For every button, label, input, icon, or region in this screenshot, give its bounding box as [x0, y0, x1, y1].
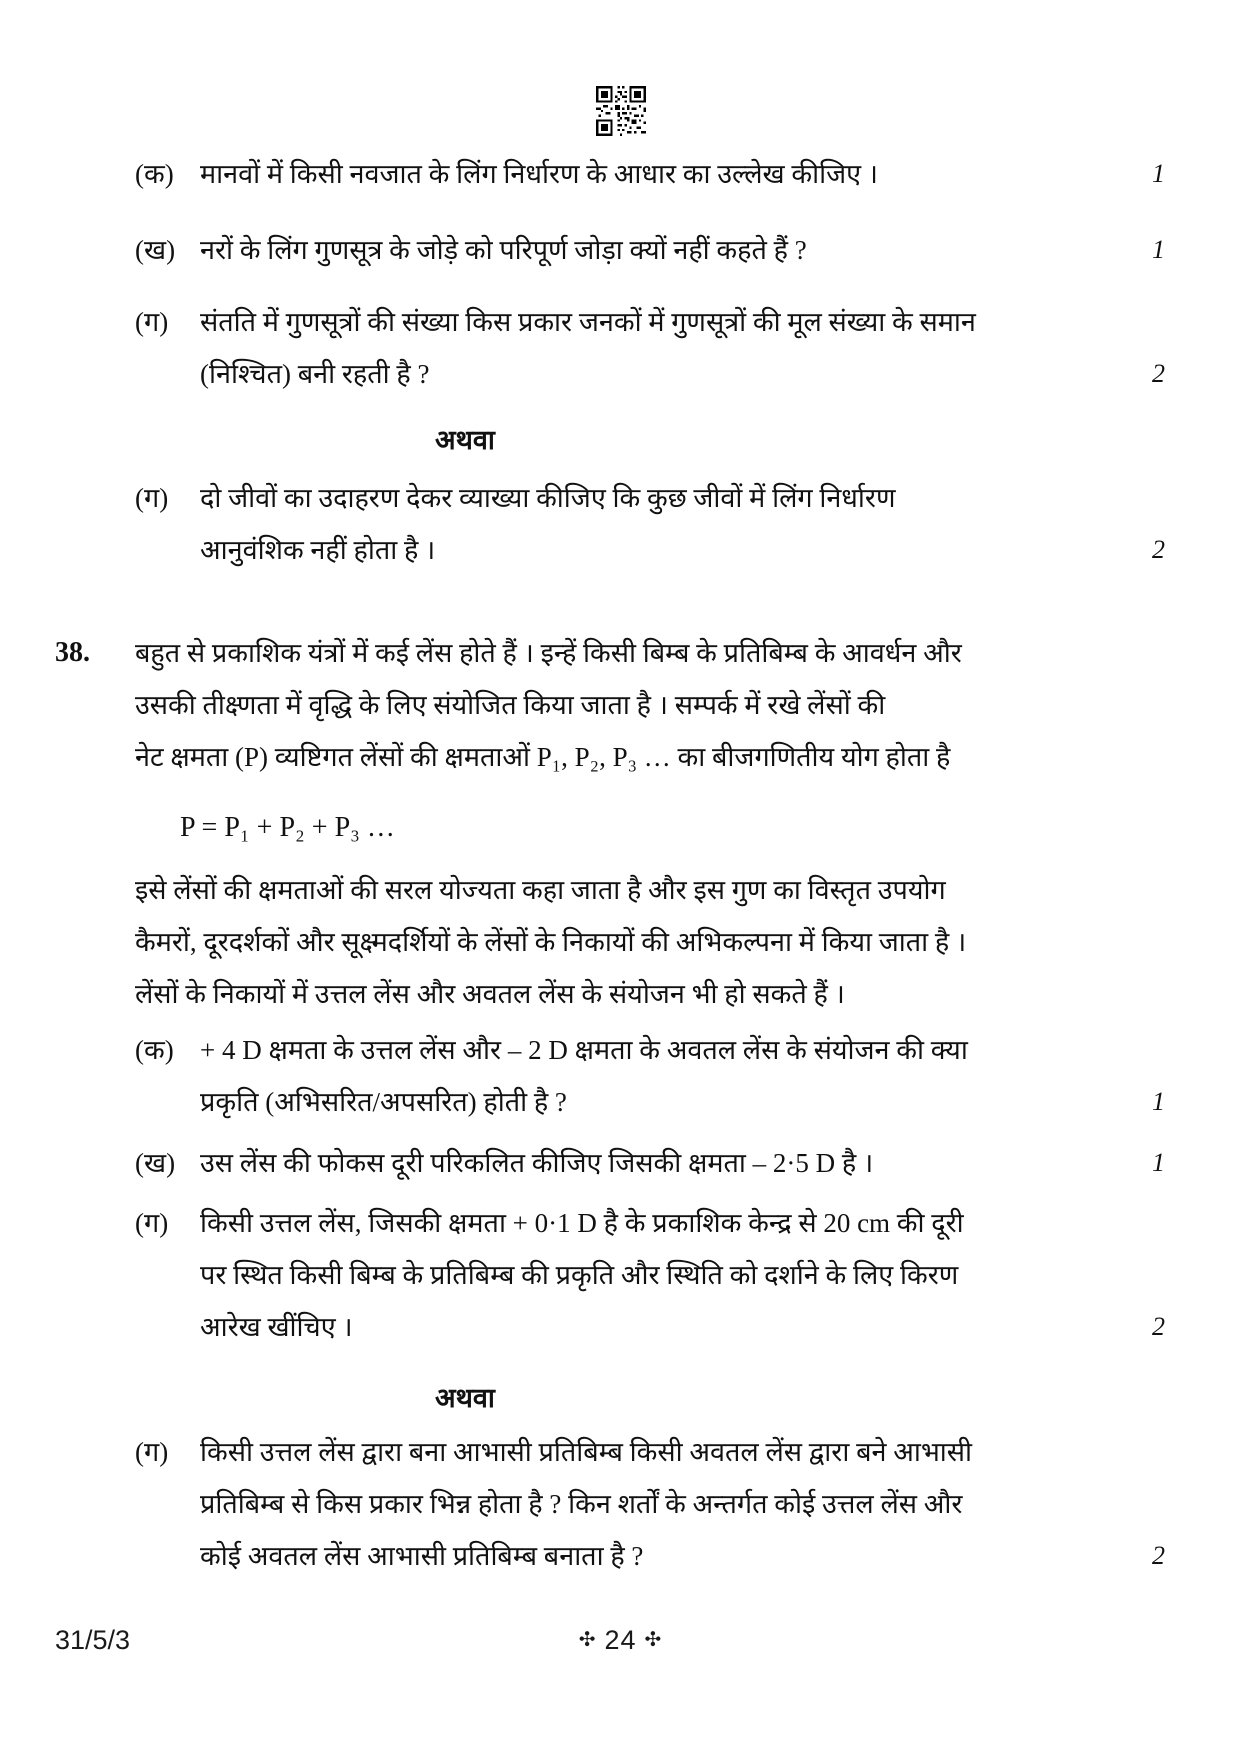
question-part	[0, 1197, 1241, 1353]
question-text-line: नेट क्षमता (P) व्यष्टिगत लेंसों की क्षमताओं P₁, P₂, P₃ … का बीजगणितीय योग होता है	[135, 742, 951, 772]
or-separator-row	[0, 1372, 1241, 1424]
part-text-line: पर स्थित किसी बिम्ब के प्रतिबिम्ब की प्रकृति और स्थिति को दर्शाने के लिए किरण	[200, 1260, 959, 1290]
part-text-line: आनुवंशिक नहीं होता है ।	[200, 535, 436, 565]
page-number: 24	[604, 1625, 637, 1655]
marks-value: 2	[1152, 1312, 1165, 1341]
question-part	[0, 224, 1241, 276]
part-text-line: आरेख खींचिए ।	[200, 1312, 353, 1342]
question-38-intro	[0, 627, 1241, 783]
page-number-group	[0, 1620, 1241, 1663]
question-text-line: कैमरों, दूरदर्शकों और सूक्ष्मदर्शियों के लेंसों के निकायों की अभिकल्पना में किया जाता है ।	[135, 927, 967, 957]
question-text-line: बहुत से प्रकाशिक यंत्रों में कई लेंस होते हैं । इन्हें किसी बिम्ब के प्रतिबिम्ब के आवर्धन और	[135, 638, 962, 668]
question-part	[0, 296, 1241, 400]
question-number: 38.	[55, 637, 90, 668]
marks-value: 1	[1152, 1087, 1165, 1116]
part-text-line: प्रतिबिम्ब से किस प्रकार भिन्न होता है ? किन शर्तों के अन्तर्गत कोई उत्तल लेंस और	[200, 1489, 963, 1519]
part-text-line: नरों के लिंग गुणसूत्र के जोड़े को परिपूर्ण जोड़ा क्यों नहीं कहते हैं ?	[200, 235, 807, 265]
part-label: (ग)	[135, 1208, 169, 1238]
question-part	[0, 1426, 1241, 1582]
or-separator: अथवा	[435, 1383, 495, 1413]
marks-value: 2	[1152, 359, 1165, 388]
marks-value: 1	[1152, 235, 1165, 264]
part-text-line: दो जीवों का उदाहरण देकर व्याख्या कीजिए कि कुछ जीवों में लिंग निर्धारण	[200, 483, 896, 513]
power-formula: P = P₁ + P₂ + P₃ …	[180, 812, 395, 843]
question-part	[0, 472, 1241, 576]
part-text-line: प्रकृति (अभिसरित/अपसरित) होती है ?	[200, 1087, 567, 1117]
marks-value: 2	[1152, 1541, 1165, 1570]
part-text-line: किसी उत्तल लेंस द्वारा बना आभासी प्रतिबिम्ब किसी अवतल लेंस द्वारा बने आभासी	[200, 1437, 973, 1467]
footer-decor-right-icon: ✣	[644, 1629, 663, 1651]
footer-decor-left-icon: ✣	[578, 1629, 597, 1651]
part-text-line: संतति में गुणसूत्रों की संख्या किस प्रकार जनकों में गुणसूत्रों की मूल संख्या के समान	[200, 307, 976, 337]
or-separator-row	[0, 414, 1241, 466]
marks-value: 2	[1152, 535, 1165, 564]
part-text-line: उस लेंस की फोकस दूरी परिकलित कीजिए जिसकी क्षमता – 2·5 D है ।	[200, 1148, 874, 1178]
part-label: (ग)	[135, 483, 169, 513]
question-text-line: इसे लेंसों की क्षमताओं की सरल योज्यता कहा जाता है और इस गुण का विस्तृत उपयोग	[135, 875, 946, 905]
part-text-line: (निश्चित) बनी रहती है ?	[200, 359, 430, 389]
marks-value: 1	[1152, 1148, 1165, 1177]
question-text-line: लेंसों के निकायों में उत्तल लेंस और अवतल लेंस के संयोजन भी हो सकते हैं ।	[135, 979, 845, 1009]
or-separator: अथवा	[435, 425, 495, 455]
part-label: (ग)	[135, 1437, 169, 1467]
part-text-line: कोई अवतल लेंस आभासी प्रतिबिम्ब बनाता है ?	[200, 1541, 644, 1571]
question-part	[0, 1137, 1241, 1189]
part-label: (क)	[135, 1035, 174, 1065]
question-text-line: उसकी तीक्ष्णता में वृद्धि के लिए संयोजित किया जाता है । सम्पर्क में रखे लेंसों की	[135, 690, 886, 720]
question-part	[0, 1024, 1241, 1128]
part-label: (ग)	[135, 307, 169, 337]
question-38-body	[0, 864, 1241, 1020]
qr-code	[596, 86, 646, 136]
marks-value: 1	[1152, 159, 1165, 188]
part-text-line: किसी उत्तल लेंस, जिसकी क्षमता + 0·1 D है के प्रकाशिक केन्द्र से 20 cm की दूरी	[200, 1208, 964, 1238]
page-footer	[0, 1620, 1241, 1660]
question-part	[0, 148, 1241, 200]
part-label: (ख)	[135, 1148, 176, 1178]
part-label: (ख)	[135, 235, 176, 265]
part-text-line: मानवों में किसी नवजात के लिंग निर्धारण के आधार का उल्लेख कीजिए ।	[200, 159, 879, 189]
part-label: (क)	[135, 159, 174, 189]
paper-code: 31/5/3	[55, 1625, 131, 1655]
part-text-line: + 4 D क्षमता के उत्तल लेंस और – 2 D क्षमता के अवतल लेंस के संयोजन की क्या	[200, 1035, 968, 1065]
